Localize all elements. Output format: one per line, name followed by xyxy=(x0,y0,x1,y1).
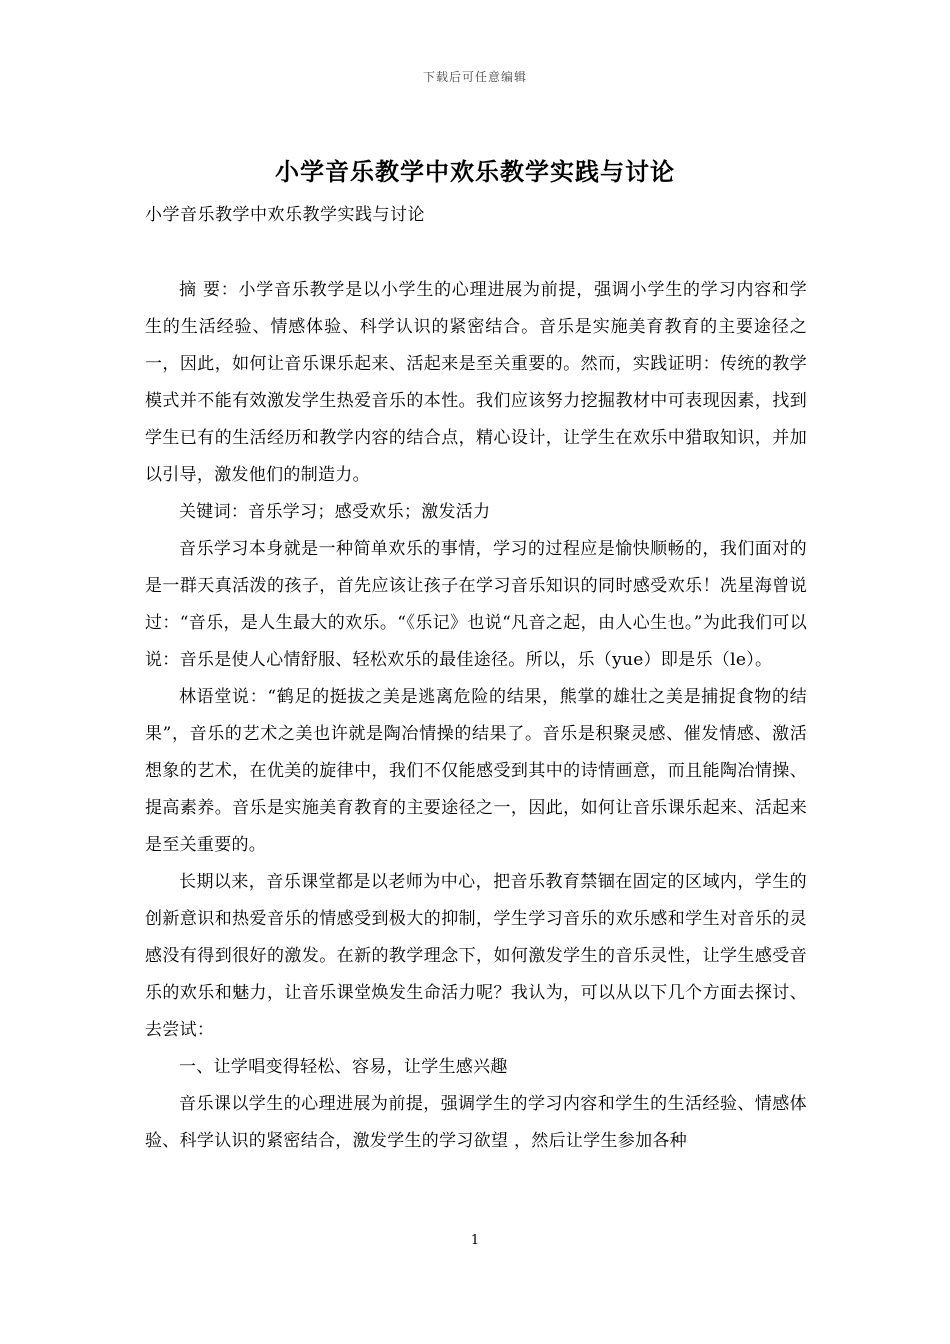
keywords-paragraph: 关键词：音乐学习；感受欢乐；激发活力 xyxy=(179,502,491,522)
document-title: 小学音乐教学中欢乐教学实践与讨论 xyxy=(275,157,675,186)
page-number: 1 xyxy=(470,1233,480,1248)
document-body xyxy=(145,272,807,1160)
section-heading: 一、让学唱变得轻松、容易，让学生感兴趣 xyxy=(179,1057,508,1077)
body-paragraph: 音乐课以学生的心理进展为前提，强调学生的学习内容和学生的生活经验、情感体验、科学认识的紧密结合，激发学生的学习欲望 ，然后让学生参加各种 xyxy=(145,1094,807,1151)
abstract-paragraph: 摘 要：小学音乐教学是以小学生的心理进展为前提，强调小学生的学习内容和学生的生活经验、情感体验、科学认识的紧密结合。音乐是实施美育教育的主要途径之一，因此，如何让音乐课乐起来、活起来是至关重要的。然而，实践证明：传统的教学模式并不能有效激发学生热爱音乐的本性。我们应该努力挖掘教材中可表现因素，找到学生已有的生活经历和教学内容的结合点，精心设计，让学生在欢乐中猎取知识，并加以引导，激发他们的制造力。 xyxy=(145,280,807,485)
body-paragraph: 长期以来，音乐课堂都是以老师为中心，把音乐教育禁锢在固定的区域内，学生的创新意识和热爱音乐的情感受到极大的抑制，学生学习音乐的欢乐感和学生对音乐的灵感没有得到很好的激发。在新的教学理念下，如何激发学生的音乐灵性，让学生感受音乐的欢乐和魅力，让音乐课堂焕发生命活力呢？我认为，可以从以下几个方面去探讨、去尝试： xyxy=(145,872,807,1040)
body-paragraph: 音乐学习本身就是一种简单欢乐的事情，学习的过程应是愉快顺畅的，我们面对的是一群天真活泼的孩子，首先应该让孩子在学习音乐知识的同时感受欢乐！冼星海曾说过：“音乐，是人生最大的欢乐。“《乐记》也说“凡音之起，由人心生也。”为此我们可以说：音乐是使人心情舒服、轻松欢乐的最佳途径。所以，乐（yue）即是乐（le）。 xyxy=(145,539,807,670)
document-subtitle: 小学音乐教学中欢乐教学实践与讨论 xyxy=(145,205,425,225)
body-paragraph: 林语堂说：“鹤足的挺拔之美是逃离危险的结果，熊掌的雄壮之美是捕捉食物的结果”，音乐的艺术之美也许就是陶冶情操的结果了。音乐是积聚灵感、催发情感、激活想象的艺术，在优美的旋律中，我们不仅能感受到其中的诗情画意，而且能陶冶情操、提高素养。音乐是实施美育教育的主要途径之一，因此，如何让音乐课乐起来、活起来是至关重要的。 xyxy=(145,687,807,855)
page-header-note: 下载后可任意编辑 xyxy=(422,70,527,84)
